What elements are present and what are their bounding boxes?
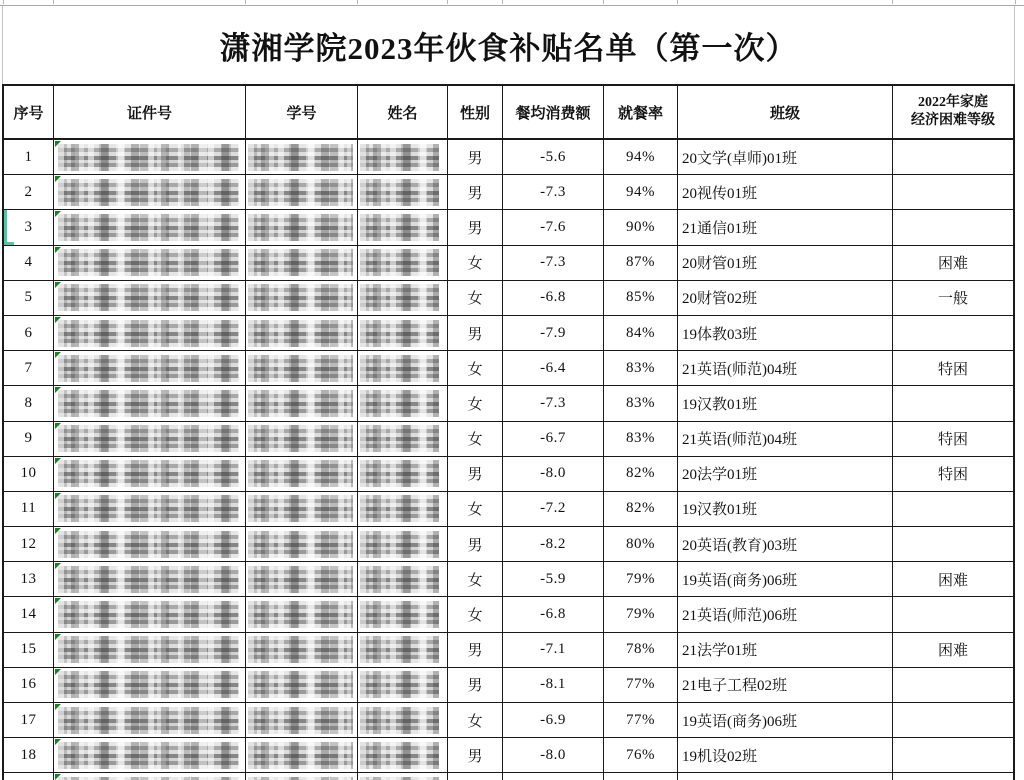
cell-no[interactable]: 11	[4, 492, 54, 527]
redacted-mosaic	[248, 566, 353, 593]
redacted-mosaic	[360, 249, 439, 276]
cell-hardship-level[interactable]: 特困	[893, 351, 1013, 386]
green-triangle-icon	[55, 176, 61, 182]
redacted-mosaic	[248, 179, 353, 206]
redacted-mosaic	[248, 320, 353, 347]
cell-gender[interactable]: 女	[448, 281, 503, 316]
cell-name[interactable]	[358, 175, 448, 210]
grid-remnant-tick	[892, 0, 893, 4]
cell-id-number[interactable]	[54, 246, 246, 281]
header-cell-dining-rate[interactable]: 就餐率	[604, 86, 678, 140]
header-cell-avg-meal-spend[interactable]: 餐均消费额	[503, 86, 604, 140]
cell-avg-meal-spend[interactable]: -8.0	[503, 457, 604, 492]
cell-id-number[interactable]	[54, 668, 246, 703]
cell-id-number[interactable]	[54, 210, 246, 245]
green-triangle-icon	[55, 317, 61, 323]
cell-id-number[interactable]	[54, 773, 246, 780]
cell-student-id[interactable]	[246, 351, 358, 386]
cell-hardship-level[interactable]	[893, 492, 1013, 527]
redacted-mosaic	[58, 460, 239, 487]
redacted-mosaic	[248, 742, 353, 769]
cell-student-id[interactable]	[246, 316, 358, 351]
cell-dining-rate[interactable]: 83%	[604, 351, 678, 386]
green-triangle-icon	[55, 704, 61, 710]
redacted-mosaic	[58, 566, 239, 593]
cell-hardship-level[interactable]	[893, 210, 1013, 245]
cell-avg-meal-spend[interactable]: -7.1	[503, 633, 604, 668]
cell-gender[interactable]: 女	[448, 246, 503, 281]
redacted-mosaic	[248, 531, 353, 558]
green-triangle-icon	[55, 598, 61, 604]
redacted-mosaic	[58, 179, 239, 206]
green-triangle-icon	[55, 774, 61, 780]
cell-id-number[interactable]	[54, 738, 246, 773]
cell-class[interactable]: 19机设02班	[678, 738, 893, 773]
redacted-mosaic	[248, 390, 353, 417]
cell-name[interactable]	[358, 562, 448, 597]
cell-student-id[interactable]	[246, 210, 358, 245]
header-cell-name[interactable]: 姓名	[358, 86, 448, 140]
cell-gender[interactable]: 男	[448, 633, 503, 668]
cell-name[interactable]	[358, 386, 448, 421]
cell-id-number[interactable]	[54, 562, 246, 597]
cell-id-number[interactable]	[54, 175, 246, 210]
cell-avg-meal-spend[interactable]: -5.9	[503, 562, 604, 597]
redacted-mosaic	[58, 531, 239, 558]
cell-student-id[interactable]	[246, 386, 358, 421]
cell-name[interactable]	[358, 527, 448, 562]
header-cell-class[interactable]: 班级	[678, 86, 893, 140]
green-triangle-icon	[55, 563, 61, 569]
header-cell-id-number[interactable]: 证件号	[54, 86, 246, 140]
green-triangle-icon	[55, 211, 61, 217]
cell-id-number[interactable]	[54, 422, 246, 457]
redacted-mosaic	[360, 601, 439, 628]
cell-name[interactable]	[358, 281, 448, 316]
redacted-mosaic	[248, 636, 353, 663]
redacted-mosaic	[58, 636, 239, 663]
redacted-mosaic	[248, 355, 353, 382]
cell-id-number[interactable]	[54, 703, 246, 738]
redacted-mosaic	[248, 707, 353, 734]
redacted-mosaic	[360, 144, 439, 171]
cell-gender[interactable]: 男	[448, 175, 503, 210]
redacted-mosaic	[248, 144, 353, 171]
cell-student-id[interactable]	[246, 492, 358, 527]
redacted-mosaic	[58, 707, 239, 734]
cell-avg-meal-spend[interactable]: -7.3	[503, 175, 604, 210]
redacted-mosaic	[58, 214, 239, 241]
cell-class[interactable]	[678, 773, 893, 780]
redacted-mosaic	[248, 249, 353, 276]
cell-student-id[interactable]	[246, 773, 358, 780]
cell-gender[interactable]: 女	[448, 492, 503, 527]
cell-gender[interactable]: 男	[448, 527, 503, 562]
redacted-mosaic	[58, 495, 239, 522]
cell-dining-rate[interactable]: 94%	[604, 175, 678, 210]
cell-hardship-level[interactable]	[893, 773, 1013, 780]
grid-remnant-tick	[502, 0, 503, 4]
redacted-mosaic	[248, 601, 353, 628]
cell-name[interactable]	[358, 351, 448, 386]
redacted-mosaic	[360, 460, 439, 487]
green-triangle-icon	[55, 247, 61, 253]
cell-class[interactable]: 20英语(教育)03班	[678, 527, 893, 562]
cell-dining-rate[interactable]: 76%	[604, 738, 678, 773]
cell-student-id[interactable]	[246, 738, 358, 773]
cell-name[interactable]	[358, 597, 448, 632]
green-triangle-icon	[55, 669, 61, 675]
cell-avg-meal-spend[interactable]: -6.4	[503, 351, 604, 386]
cell-dining-rate[interactable]: 90%	[604, 210, 678, 245]
cell-no[interactable]: 16	[4, 668, 54, 703]
page-title: 潇湘学院2023年伙食补贴名单（第一次）	[219, 30, 798, 66]
hardship-header-line2: 经济困难等级	[911, 113, 995, 128]
redacted-mosaic	[360, 320, 439, 347]
cell-class[interactable]: 19汉教01班	[678, 386, 893, 421]
cell-name[interactable]	[358, 668, 448, 703]
cell-class[interactable]: 21英语(师范)04班	[678, 351, 893, 386]
cell-avg-meal-spend[interactable]: -7.3	[503, 386, 604, 421]
cell-student-id[interactable]	[246, 281, 358, 316]
cell-name[interactable]	[358, 773, 448, 780]
cell-dining-rate[interactable]: 84%	[604, 316, 678, 351]
cell-class[interactable]: 19英语(商务)06班	[678, 703, 893, 738]
cell-gender[interactable]: 男	[448, 738, 503, 773]
cell-student-id[interactable]	[246, 562, 358, 597]
cell-avg-meal-spend[interactable]: -8.1	[503, 668, 604, 703]
cell-class[interactable]: 20法学01班	[678, 457, 893, 492]
redacted-mosaic	[58, 742, 239, 769]
header-cell-no[interactable]: 序号	[4, 86, 54, 140]
cell-student-id[interactable]	[246, 175, 358, 210]
cell-no[interactable]: 9	[4, 422, 54, 457]
cell-name[interactable]	[358, 316, 448, 351]
cell-no[interactable]: 4	[4, 246, 54, 281]
header-cell-gender[interactable]: 性别	[448, 86, 503, 140]
redacted-mosaic	[248, 284, 353, 311]
cell-class[interactable]: 21英语(师范)04班	[678, 422, 893, 457]
grid-remnant-tick	[447, 0, 448, 4]
cell-hardship-level[interactable]	[893, 738, 1013, 773]
cell-class[interactable]: 19体教03班	[678, 316, 893, 351]
cell-id-number[interactable]	[54, 281, 246, 316]
cell-no[interactable]: 8	[4, 386, 54, 421]
cell-id-number[interactable]	[54, 386, 246, 421]
cell-hardship-level[interactable]: 一般	[893, 281, 1013, 316]
cell-class[interactable]: 20文学(卓师)01班	[678, 140, 893, 175]
redacted-mosaic	[360, 495, 439, 522]
cell-hardship-level[interactable]	[893, 175, 1013, 210]
cell-hardship-level[interactable]: 困难	[893, 562, 1013, 597]
cell-avg-meal-spend[interactable]: -8.2	[503, 527, 604, 562]
cell-no[interactable]: 15	[4, 633, 54, 668]
cell-name[interactable]	[358, 140, 448, 175]
cell-hardship-level[interactable]	[893, 703, 1013, 738]
cell-no[interactable]: 18	[4, 738, 54, 773]
cell-no[interactable]: 2	[4, 175, 54, 210]
cell-avg-meal-spend[interactable]: -8.0	[503, 738, 604, 773]
cell-id-number[interactable]	[54, 633, 246, 668]
cell-gender[interactable]: 男	[448, 668, 503, 703]
redacted-mosaic	[248, 425, 353, 452]
cell-hardship-level[interactable]: 特困	[893, 422, 1013, 457]
redacted-mosaic	[248, 495, 353, 522]
redacted-mosaic	[248, 214, 353, 241]
cell-dining-rate[interactable]: 78%	[604, 633, 678, 668]
redacted-mosaic	[248, 460, 353, 487]
cell-dining-rate[interactable]: 79%	[604, 562, 678, 597]
grid-remnant-tick	[3, 0, 4, 4]
cell-dining-rate[interactable]: 79%	[604, 597, 678, 632]
grid-remnant-tick	[677, 0, 678, 4]
cell-dining-rate[interactable]	[604, 773, 678, 780]
redacted-mosaic	[58, 355, 239, 382]
cell-name[interactable]	[358, 492, 448, 527]
title-cell[interactable]	[2, 6, 1015, 84]
cell-name[interactable]	[358, 457, 448, 492]
cell-gender[interactable]: 男	[448, 140, 503, 175]
cell-no[interactable]: 17	[4, 703, 54, 738]
redacted-mosaic	[248, 671, 353, 698]
cell-no[interactable]	[4, 773, 54, 780]
redacted-mosaic	[360, 214, 439, 241]
cell-no[interactable]: 3	[4, 210, 54, 245]
cell-hardship-level[interactable]	[893, 668, 1013, 703]
subsidy-table	[2, 84, 1015, 780]
redacted-mosaic	[58, 320, 239, 347]
cell-name[interactable]	[358, 422, 448, 457]
redacted-mosaic	[360, 671, 439, 698]
cell-dining-rate[interactable]: 87%	[604, 246, 678, 281]
cell-student-id[interactable]	[246, 633, 358, 668]
cell-id-number[interactable]	[54, 527, 246, 562]
green-triangle-icon	[55, 739, 61, 745]
cell-gender[interactable]: 女	[448, 703, 503, 738]
green-triangle-icon	[55, 282, 61, 288]
cell-id-number[interactable]	[54, 140, 246, 175]
cell-class[interactable]: 20财管02班	[678, 281, 893, 316]
redacted-mosaic	[58, 284, 239, 311]
green-triangle-icon	[55, 423, 61, 429]
cell-avg-meal-spend[interactable]: -6.8	[503, 281, 604, 316]
cell-id-number[interactable]	[54, 492, 246, 527]
redacted-mosaic	[360, 390, 439, 417]
grid-remnant-tick	[357, 0, 358, 4]
cell-gender[interactable]	[448, 773, 503, 780]
cell-student-id[interactable]	[246, 703, 358, 738]
cell-dining-rate[interactable]: 94%	[604, 140, 678, 175]
cell-name[interactable]	[358, 738, 448, 773]
cell-name[interactable]	[358, 246, 448, 281]
redacted-mosaic	[360, 284, 439, 311]
cell-gender[interactable]: 女	[448, 351, 503, 386]
redacted-mosaic	[360, 566, 439, 593]
cell-avg-meal-spend[interactable]: -7.6	[503, 210, 604, 245]
cell-dining-rate[interactable]: 77%	[604, 668, 678, 703]
redacted-mosaic	[58, 144, 239, 171]
cell-id-number[interactable]	[54, 316, 246, 351]
cell-gender[interactable]: 男	[448, 316, 503, 351]
cell-class[interactable]: 20视传01班	[678, 175, 893, 210]
cell-gender[interactable]: 男	[448, 457, 503, 492]
redacted-mosaic	[360, 531, 439, 558]
cell-id-number[interactable]	[54, 457, 246, 492]
cell-hardship-level[interactable]	[893, 316, 1013, 351]
cell-no[interactable]: 10	[4, 457, 54, 492]
cell-class[interactable]: 21通信01班	[678, 210, 893, 245]
redacted-mosaic	[58, 671, 239, 698]
cell-gender[interactable]: 女	[448, 422, 503, 457]
cell-dining-rate[interactable]: 82%	[604, 457, 678, 492]
hardship-header-line1: 2022年家庭	[918, 94, 988, 110]
cell-hardship-level[interactable]	[893, 386, 1013, 421]
green-triangle-icon	[55, 458, 61, 464]
cell-no[interactable]: 7	[4, 351, 54, 386]
redacted-mosaic	[360, 179, 439, 206]
green-triangle-icon	[55, 387, 61, 393]
grid-remnant-tick	[603, 0, 604, 4]
cell-no[interactable]: 12	[4, 527, 54, 562]
cell-id-number[interactable]	[54, 597, 246, 632]
cell-avg-meal-spend[interactable]: -7.2	[503, 492, 604, 527]
cell-student-id[interactable]	[246, 422, 358, 457]
cell-dining-rate[interactable]: 83%	[604, 386, 678, 421]
cell-dining-rate[interactable]: 80%	[604, 527, 678, 562]
cell-dining-rate[interactable]: 85%	[604, 281, 678, 316]
header-cell-hardship-level[interactable]	[893, 86, 1013, 140]
cell-class[interactable]: 19英语(商务)06班	[678, 562, 893, 597]
cell-avg-meal-spend[interactable]	[503, 773, 604, 780]
cell-dining-rate[interactable]: 82%	[604, 492, 678, 527]
cell-hardship-level[interactable]: 特困	[893, 457, 1013, 492]
cell-hardship-level[interactable]	[893, 527, 1013, 562]
cell-hardship-level[interactable]	[893, 140, 1013, 175]
cell-avg-meal-spend[interactable]: -6.8	[503, 597, 604, 632]
green-triangle-icon	[55, 528, 61, 534]
green-triangle-icon	[55, 634, 61, 640]
cell-gender[interactable]: 女	[448, 386, 503, 421]
cell-class[interactable]: 21法学01班	[678, 633, 893, 668]
cell-gender[interactable]: 女	[448, 562, 503, 597]
cell-gender[interactable]: 男	[448, 210, 503, 245]
green-triangle-icon	[55, 141, 61, 147]
cell-student-id[interactable]	[246, 246, 358, 281]
grid-remnant-tick	[245, 0, 246, 4]
cell-avg-meal-spend[interactable]: -7.9	[503, 316, 604, 351]
cell-hardship-level[interactable]: 困难	[893, 633, 1013, 668]
redacted-mosaic	[58, 425, 239, 452]
grid-remnant-tick	[1015, 0, 1016, 4]
cell-dining-rate[interactable]: 83%	[604, 422, 678, 457]
cell-class[interactable]: 19汉教01班	[678, 492, 893, 527]
cell-class[interactable]: 21英语(师范)06班	[678, 597, 893, 632]
cell-name[interactable]	[358, 210, 448, 245]
cell-avg-meal-spend[interactable]: -7.3	[503, 246, 604, 281]
cell-class[interactable]: 21电子工程02班	[678, 668, 893, 703]
redacted-mosaic	[360, 425, 439, 452]
cell-student-id[interactable]	[246, 457, 358, 492]
cell-student-id[interactable]	[246, 597, 358, 632]
redacted-mosaic	[58, 249, 239, 276]
cell-no[interactable]: 14	[4, 597, 54, 632]
redacted-mosaic	[58, 390, 239, 417]
redacted-mosaic	[360, 742, 439, 769]
redacted-mosaic	[360, 707, 439, 734]
cell-id-number[interactable]	[54, 351, 246, 386]
cell-avg-meal-spend[interactable]: -6.9	[503, 703, 604, 738]
cell-student-id[interactable]	[246, 527, 358, 562]
grid-remnant-tick	[53, 0, 54, 4]
cell-class[interactable]: 20财管01班	[678, 246, 893, 281]
cell-no[interactable]: 1	[4, 140, 54, 175]
cell-dining-rate[interactable]: 77%	[604, 703, 678, 738]
cell-no[interactable]: 13	[4, 562, 54, 597]
cell-gender[interactable]: 女	[448, 597, 503, 632]
cell-name[interactable]	[358, 633, 448, 668]
cell-student-id[interactable]	[246, 668, 358, 703]
cell-hardship-level[interactable]	[893, 597, 1013, 632]
cell-no[interactable]: 5	[4, 281, 54, 316]
header-cell-student-id[interactable]: 学号	[246, 86, 358, 140]
cell-student-id[interactable]	[246, 140, 358, 175]
cell-avg-meal-spend[interactable]: -6.7	[503, 422, 604, 457]
cell-name[interactable]	[358, 703, 448, 738]
cell-no[interactable]: 6	[4, 316, 54, 351]
green-triangle-icon	[55, 352, 61, 358]
cell-hardship-level[interactable]: 困难	[893, 246, 1013, 281]
redacted-mosaic	[360, 636, 439, 663]
cell-avg-meal-spend[interactable]: -5.6	[503, 140, 604, 175]
redacted-mosaic	[58, 601, 239, 628]
redacted-mosaic	[360, 355, 439, 382]
green-triangle-icon	[55, 493, 61, 499]
